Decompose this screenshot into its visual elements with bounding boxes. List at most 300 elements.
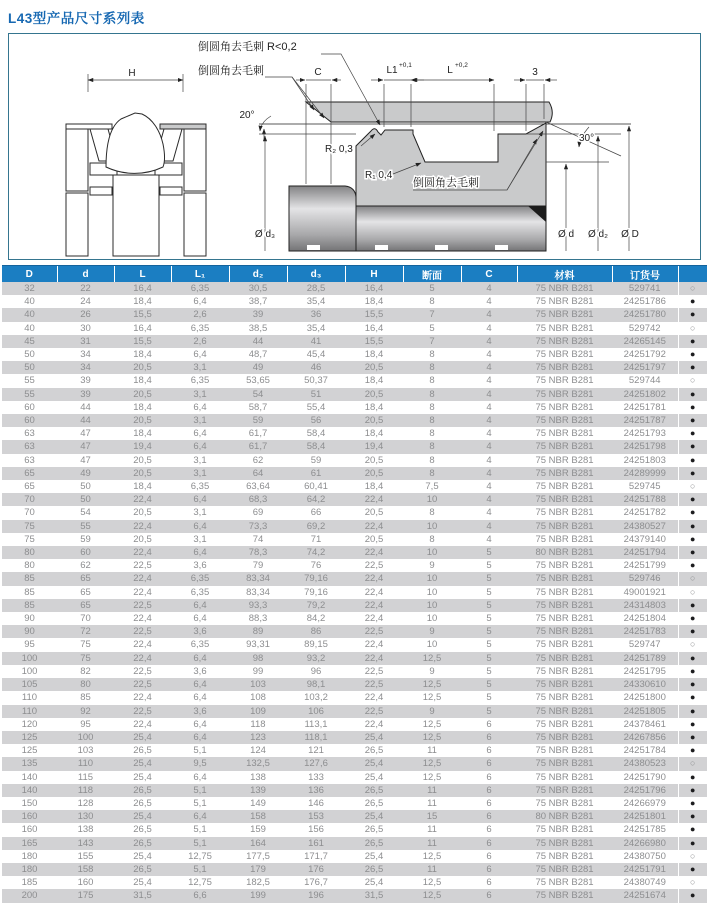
table-cell: 22,4 [133,494,152,506]
table-cell: 24266980 [623,837,666,849]
table-cell: 11 [427,745,437,757]
stock-indicator: ● [678,810,707,823]
table-cell: 6 [486,877,492,889]
table-cell: 24380523 [623,758,666,770]
table-cell: 10 [426,613,438,625]
table-cell: 120 [21,718,38,730]
table-cell: 12,5 [422,718,442,730]
table-cell: 85 [24,586,35,598]
table-cell: 65 [24,481,35,493]
table-cell: 100 [21,665,38,677]
table-cell: 39 [252,309,264,321]
table-cell: 84,2 [306,613,326,625]
table-cell: 93,2 [306,652,326,664]
table-cell: 171,7 [304,850,328,862]
table-cell: 164 [250,837,266,849]
table-cell: 80 [24,547,35,559]
table-cell: 11 [427,797,437,809]
table-cell: 26 [80,309,91,321]
table-cell: 6,6 [193,890,207,902]
table-cell: 8 [429,375,435,387]
table-cell: 24251794 [623,547,666,559]
table-cell: 5 [486,573,492,585]
table-cell: 20,5 [133,533,152,545]
table-cell: 7,5 [425,481,439,493]
table-cell: 75 NBR B281 [535,626,594,638]
table-cell: 24267856 [623,731,666,743]
table-cell: 50,37 [304,375,328,387]
table-cell: 5 [486,705,492,717]
shaft-cylinder [356,206,546,251]
table-row [2,863,707,876]
table-cell: 24251788 [623,494,666,506]
table-cell: 55 [24,375,35,387]
table-cell: 6,4 [193,441,207,453]
table-cell: 24380749 [623,877,666,889]
table-cell: 24330610 [623,679,666,691]
table-cell: 71 [310,533,322,545]
table-cell: 4 [486,467,492,479]
table-cell: 40 [24,309,35,321]
table-header-row [2,266,707,283]
table-cell: 176 [308,863,324,875]
table-row [2,454,707,467]
table-cell: 105 [21,679,38,691]
table-cell: 5 [429,283,435,294]
label-deburr-left: 倒圆角去毛刺 [198,65,264,77]
table-cell: 45,4 [306,349,326,361]
table-cell: 3,1 [193,415,207,427]
stock-indicator: ● [678,771,707,784]
dimension-table [2,265,707,903]
stock-indicator: ● [678,612,707,625]
table-cell: 180 [21,863,38,875]
table-cell: 15,5 [364,335,384,347]
table-cell: 88,3 [248,613,268,625]
table-cell: 24251781 [623,401,666,413]
table-cell: 149 [250,797,266,809]
table-row [2,467,707,480]
table-cell: 75 NBR B281 [535,705,594,717]
table-cell: 179 [250,863,266,875]
table-cell: 8 [429,296,435,308]
table-cell: 75 NBR B281 [535,573,594,585]
table-cell: 26,5 [364,745,384,757]
table-cell: 39 [80,388,91,400]
table-cell: 118,1 [304,731,328,743]
table-cell: 5,1 [193,863,207,875]
table-cell: 15,5 [133,309,152,321]
table-cell: 75 NBR B281 [535,401,594,413]
table-cell: 75 NBR B281 [535,758,594,770]
table-cell: 6,35 [190,481,210,493]
table-cell: 79,16 [304,573,328,585]
table-cell: 9 [429,626,435,638]
table-cell: 6,4 [193,652,207,664]
table-cell: 75 [24,533,35,545]
table-cell: 75 [80,652,91,664]
label-angle-30: 30° [579,133,595,144]
table-row [2,586,707,599]
table-cell: 75 NBR B281 [535,877,594,889]
table-cell: 26,5 [133,784,152,796]
table-cell: 4 [486,520,492,532]
table-cell: 60 [80,547,91,559]
table-cell: 22,5 [364,705,384,717]
table-cell: 19,4 [364,441,384,453]
table-cell: 5 [486,586,492,598]
table-cell: 26,5 [364,837,384,849]
table-cell: 5 [486,652,492,664]
table-cell: 47 [80,428,91,440]
table-row [2,335,707,348]
table-cell: 12,5 [422,679,442,691]
table-cell: 75 NBR B281 [535,349,594,361]
table-row [2,744,707,757]
table-cell: 529747 [628,639,661,651]
table-cell: 12,5 [422,652,442,664]
table-cell: 22,4 [133,586,152,598]
table-cell: 18,4 [133,428,152,440]
table-cell: 22,4 [133,573,152,585]
table-cell: 75 NBR B281 [535,481,594,493]
table-row [2,876,707,889]
table-cell: 75 NBR B281 [535,718,594,730]
label-dia-d3: Ø d₃ [254,229,276,240]
table-cell: 24251799 [623,560,666,572]
table-cell: 155 [77,850,94,862]
dim-label-c: C [314,67,322,78]
stock-indicator: ● [678,506,707,519]
table-cell: 75 NBR B281 [535,467,594,479]
table-cell: 26,5 [133,837,152,849]
table-cell: 70 [80,613,91,625]
dim-label-3: 3 [532,67,538,78]
table-cell: 51 [310,388,322,400]
table-cell: 62 [80,560,91,572]
table-cell: 109 [250,705,266,717]
table-cell: 18,4 [364,428,384,440]
table-cell: 98 [252,652,264,664]
table-cell: 106 [308,705,324,717]
table-cell: 24251785 [623,824,666,836]
table-cell: 4 [486,494,492,506]
table-cell: 22,4 [364,692,384,704]
table-cell: 6 [486,850,492,862]
table-cell: 12,5 [422,731,442,743]
stock-indicator: ● [678,361,707,374]
table-cell: 6,35 [190,586,210,598]
table-cell: 75 NBR B281 [535,652,594,664]
table-cell: 25,4 [364,771,384,783]
table-cell: 80 NBR B281 [535,811,594,823]
table-cell: 30,5 [248,283,268,294]
table-cell: 24251800 [623,692,666,704]
table-cell: 20,5 [133,415,152,427]
table-cell: 95 [80,718,91,730]
stock-indicator: ● [678,335,707,348]
stock-indicator: ● [678,837,707,850]
table-row [2,705,707,718]
table-cell: 6 [486,811,492,823]
table-cell: 118 [77,784,94,796]
table-cell: 8 [429,533,435,545]
table-cell: 8 [429,349,435,361]
table-cell: 20,5 [364,507,384,519]
table-cell: 22,5 [364,665,384,677]
table-cell: 199 [250,890,266,902]
table-cell: 22,4 [364,573,384,585]
label-dia-D: Ø D [621,229,639,240]
table-cell: 72 [80,626,91,638]
table-cell: 6,4 [193,547,207,559]
stock-indicator: ● [678,559,707,572]
dim-label-l1: L1 [386,65,398,76]
table-cell: 60 [24,401,35,413]
table-cell: 113,1 [304,718,328,730]
table-cell: 75 NBR B281 [535,322,594,334]
page-title: L43型产品尺寸系列表 [8,11,145,26]
table-cell: 6,35 [190,322,210,334]
table-row [2,665,707,678]
table-cell: 63 [24,441,35,453]
table-cell: 177,5 [246,850,270,862]
table-cell: 130 [77,811,94,823]
table-cell: 75 NBR B281 [535,494,594,506]
table-row [2,810,707,823]
table-cell: 24314803 [623,599,666,611]
table-cell: 26,5 [133,745,152,757]
table-cell: 59 [310,454,322,466]
table-cell: 75 NBR B281 [535,507,594,519]
table-cell: 6 [486,718,492,730]
table-cell: 5,1 [193,745,207,757]
table-row [2,440,707,453]
table-cell: 3,1 [193,533,207,545]
stock-indicator: ○ [678,876,707,889]
table-cell: 140 [21,784,38,796]
table-cell: 158 [250,811,266,823]
stock-indicator: ● [678,797,707,810]
table-cell: 24251674 [623,890,666,902]
table-cell: 124 [250,745,266,757]
table-cell: 135 [21,758,38,770]
table-cell: 22,4 [133,639,152,651]
table-cell: 41 [310,335,322,347]
table-cell: 44 [80,401,91,413]
table-cell: 78,3 [248,547,268,559]
table-cell: 24251783 [623,626,666,638]
stock-indicator: ● [678,625,707,638]
table-cell: 24378461 [623,718,666,730]
table-cell: 30 [80,322,91,334]
table-cell: 76 [310,560,322,572]
table-cell: 125 [21,731,38,743]
table-cell: 139 [250,784,266,796]
table-cell: 4 [486,428,492,440]
table-cell: 127,6 [304,758,328,770]
table-cell: 75 NBR B281 [535,837,594,849]
table-cell: 25,4 [133,771,152,783]
stock-indicator: ● [678,863,707,876]
table-cell: 529746 [628,573,661,585]
table-cell: 5 [486,679,492,691]
table-row [2,850,707,863]
table-cell: 63,64 [246,481,270,493]
table-cell: 6,4 [193,428,207,440]
table-cell: 75 NBR B281 [535,283,594,294]
table-cell: 4 [486,481,492,493]
table-cell: 529742 [628,322,661,334]
stock-indicator: ● [678,678,707,691]
stock-indicator: ○ [678,572,707,585]
table-cell: 4 [486,309,492,321]
table-cell: 158 [77,863,94,875]
table-cell: 40 [24,296,35,308]
table-cell: 12,5 [422,692,442,704]
table-row [2,823,707,836]
table-cell: 20,5 [364,362,384,374]
table-cell: 34 [80,362,91,374]
table-cell: 18,4 [133,349,152,361]
table-cell: 25,4 [133,877,152,889]
table-cell: 3,6 [193,626,207,638]
table-cell: 65 [24,467,35,479]
table-cell: 6 [486,824,492,836]
table-cell: 99 [252,665,264,677]
table-cell: 108 [250,692,266,704]
table-cell: 160 [21,824,38,836]
table-cell: 82 [80,665,91,677]
table-cell: 16,4 [133,322,152,334]
table-cell: 4 [486,401,492,413]
table-cell: 22,5 [133,560,152,572]
table-cell: 5,1 [193,797,207,809]
table-cell: 24266979 [623,797,666,809]
table-cell: 62 [252,454,264,466]
table-cell: 28,5 [306,283,326,294]
table-cell: 60,41 [304,481,328,493]
table-row [2,282,707,295]
column-header: 订货号 [612,266,678,283]
column-header: d₂ [229,266,287,283]
stock-indicator: ○ [678,374,707,387]
table-cell: 22,4 [364,652,384,664]
table-cell: 93,31 [246,639,270,651]
table-cell: 31,5 [133,890,152,902]
table-row [2,678,707,691]
table-cell: 75 NBR B281 [535,863,594,875]
stock-indicator: ○ [678,480,707,493]
table-row [2,520,707,533]
table-cell: 75 NBR B281 [535,362,594,374]
table-cell: 34 [80,349,91,361]
table-row [2,480,707,493]
table-body [2,282,707,903]
table-row [2,361,707,374]
table-cell: 75 NBR B281 [535,679,594,691]
table-row [2,374,707,387]
table-cell: 25,4 [133,811,152,823]
table-cell: 20,5 [364,454,384,466]
table-cell: 75 NBR B281 [535,533,594,545]
stock-indicator: ● [678,308,707,321]
table-cell: 44 [252,335,264,347]
stock-indicator: ● [678,705,707,718]
table-cell: 7 [429,309,435,321]
table-cell: 6,4 [193,613,207,625]
stock-indicator: ● [678,731,707,744]
table-cell: 26,5 [364,863,384,875]
table-cell: 6,35 [190,375,210,387]
table-cell: 24251793 [623,428,666,440]
table-cell: 22,4 [364,494,384,506]
table-cell: 22,4 [364,599,384,611]
table-cell: 36 [310,309,322,321]
table-cell: 5 [429,322,435,334]
table-cell: 26,5 [133,797,152,809]
table-cell: 24251790 [623,771,666,783]
table-cell: 3,1 [193,388,207,400]
table-cell: 4 [486,375,492,387]
table-cell: 74 [252,533,264,545]
table-cell: 5 [486,639,492,651]
table-cell: 75 NBR B281 [535,560,594,572]
table-cell: 79 [252,560,264,572]
label-radius-r1: R₁ 0,4 [365,170,393,181]
table-cell: 159 [250,824,266,836]
table-cell: 6,4 [193,679,207,691]
table-cell: 18,4 [133,481,152,493]
table-cell: 55 [24,388,35,400]
table-cell: 22,4 [364,639,384,651]
table-cell: 65 [80,573,91,585]
table-cell: 6 [486,771,492,783]
table-cell: 5,1 [193,784,207,796]
table-cell: 6,4 [193,520,207,532]
stock-indicator: ● [678,388,707,401]
column-header: 断面 [403,266,461,283]
table-row [2,612,707,625]
table-cell: 16,4 [133,283,152,294]
stock-indicator: ● [678,414,707,427]
table-cell: 83,34 [246,586,270,598]
table-row [2,427,707,440]
table-cell: 12,5 [422,771,442,783]
table-cell: 24380750 [623,850,666,862]
table-cell: 10 [426,547,438,559]
table-cell: 24251780 [623,309,666,321]
table-cell: 50 [24,349,35,361]
table-cell: 110 [21,692,38,704]
table-cell: 150 [21,797,38,809]
table-cell: 8 [429,454,435,466]
table-cell: 136 [308,784,324,796]
table-cell: 18,4 [364,375,384,387]
table-cell: 22,4 [133,718,152,730]
table-cell: 529745 [628,481,661,493]
table-cell: 35,4 [306,322,326,334]
table-cell: 86 [310,626,322,638]
table-cell: 6,4 [193,599,207,611]
table-cell: 55 [80,520,91,532]
table-cell: 69,2 [306,520,326,532]
table-cell: 24251782 [623,507,666,519]
stock-indicator: ● [678,493,707,506]
table-cell: 8 [429,467,435,479]
table-cell: 58,4 [306,441,326,453]
table-row [2,533,707,546]
